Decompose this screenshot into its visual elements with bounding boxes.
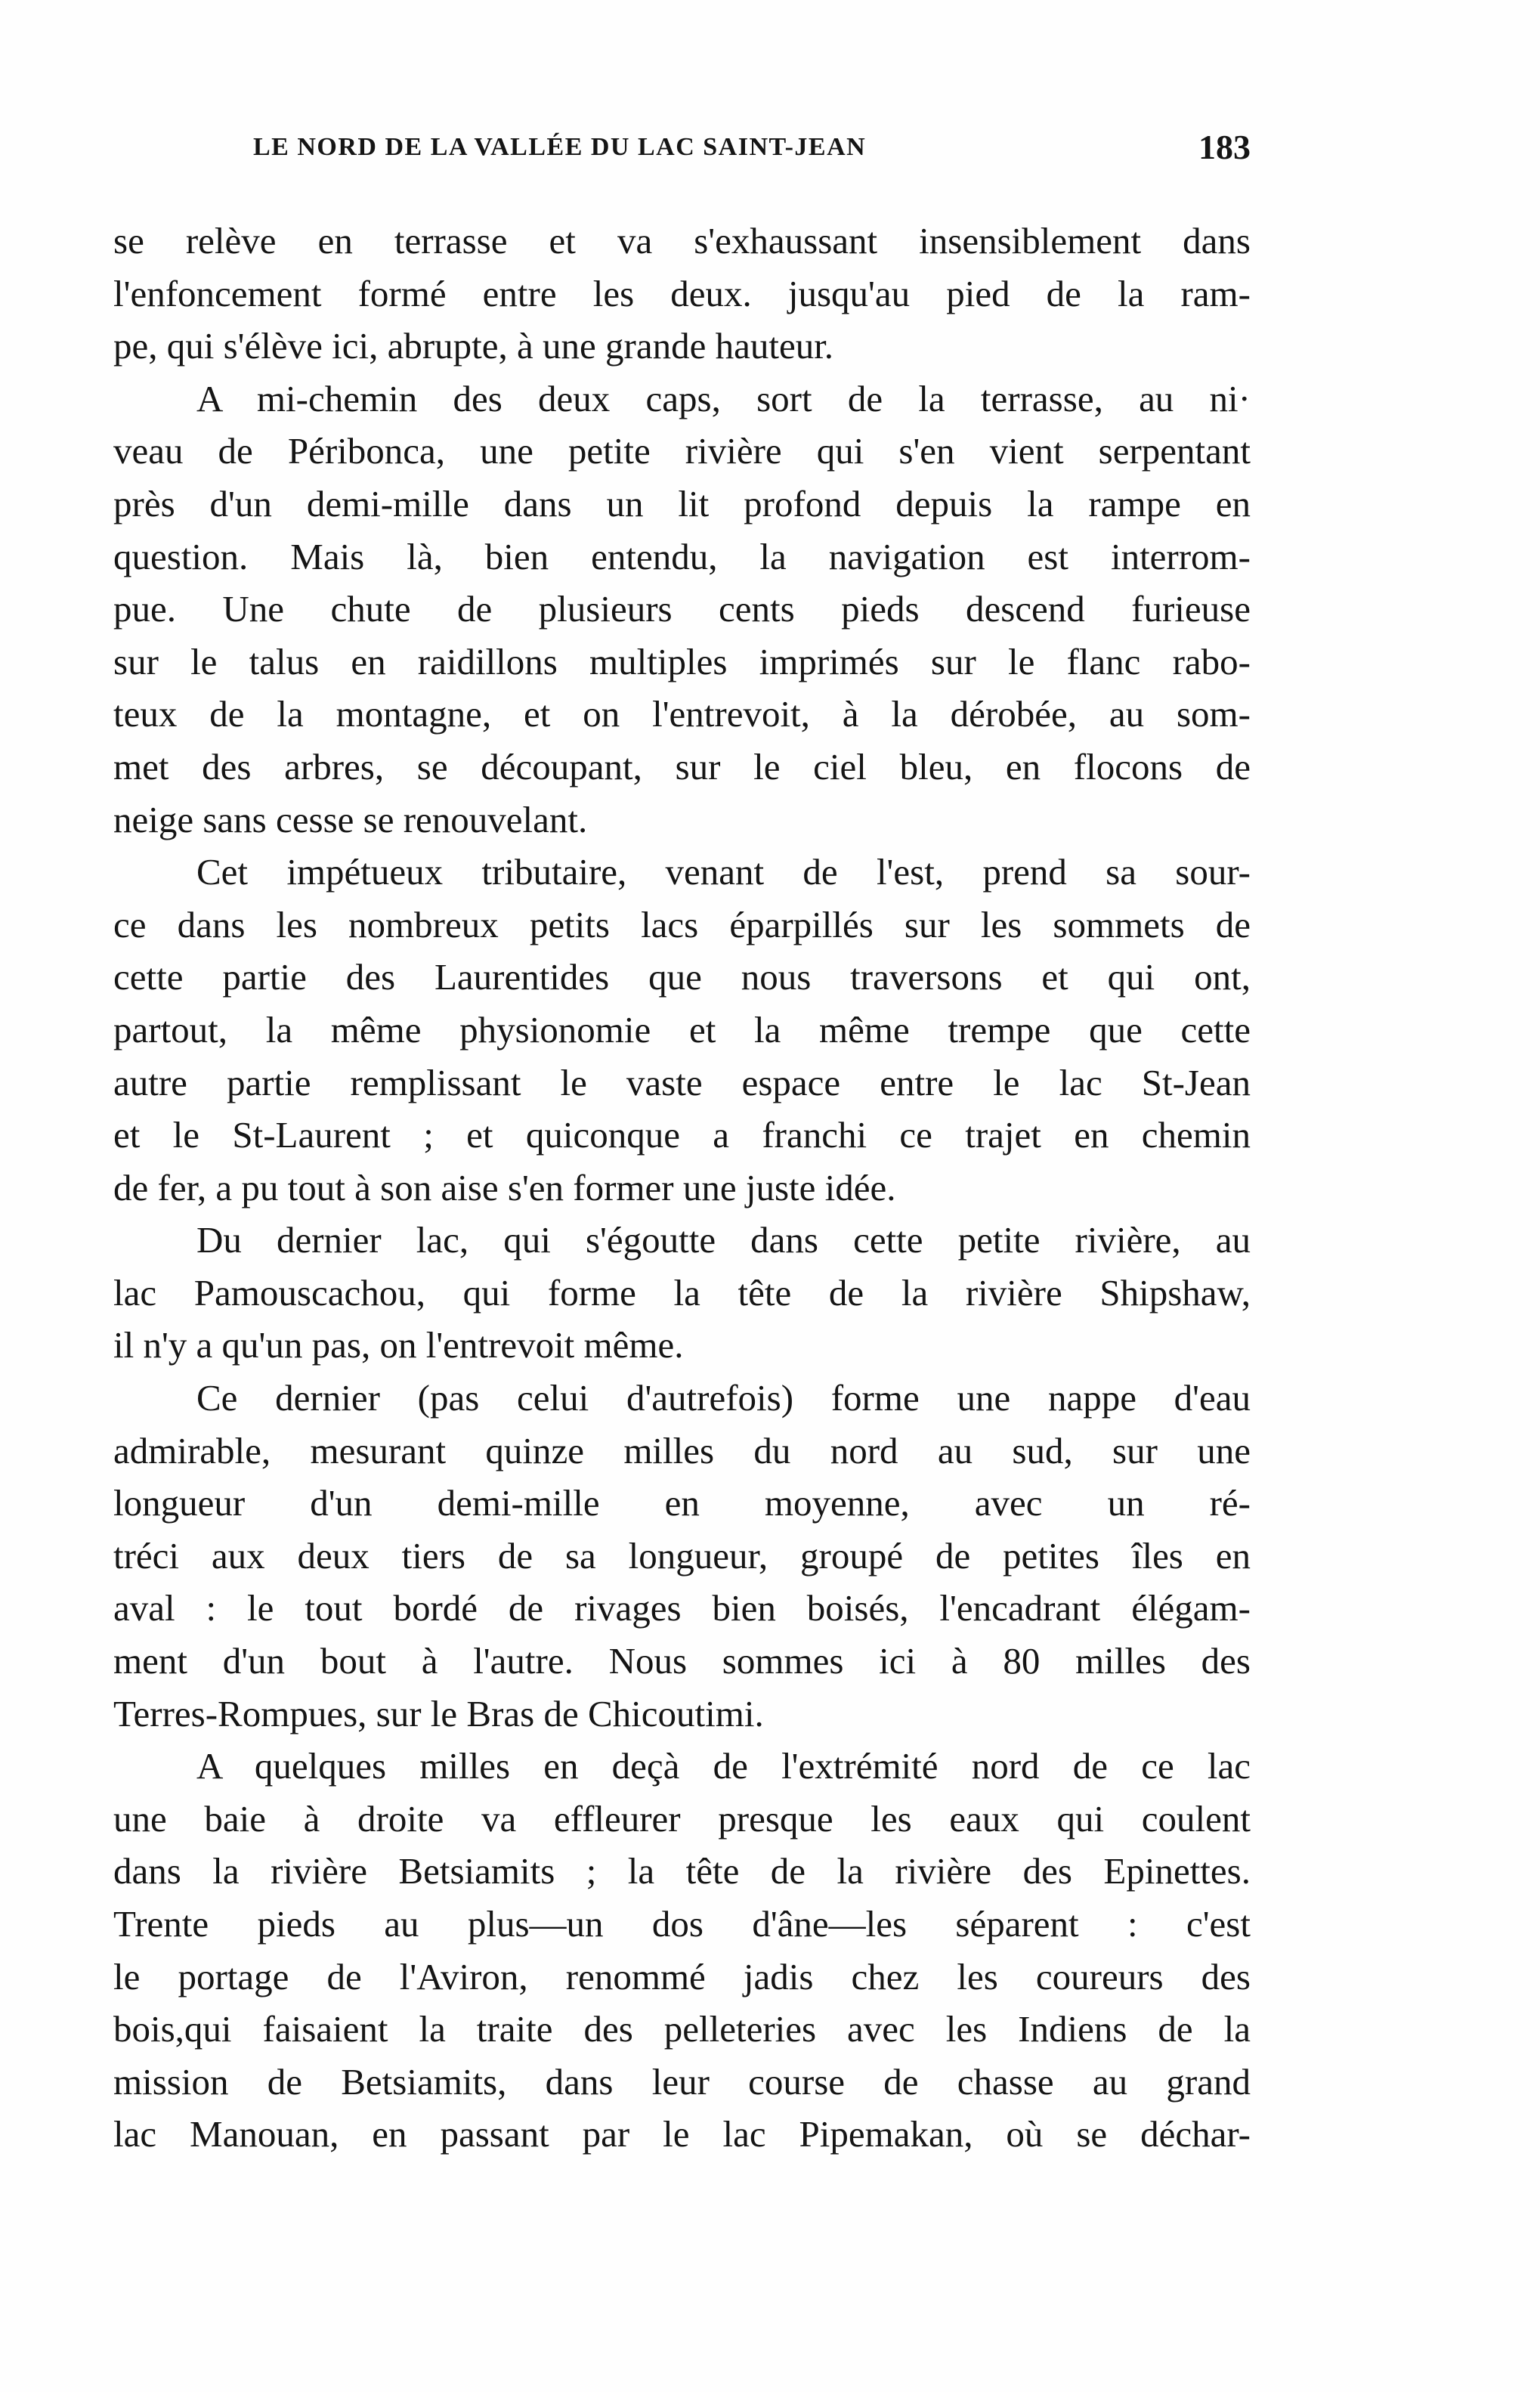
text-line: et le St-Laurent ; et quiconque a franchi ce trajet en chemin: [113, 1114, 1251, 1156]
text-line: tréci aux deux tiers de sa longueur, groupé de petites îles en: [113, 1534, 1251, 1577]
running-title: LE NORD DE LA VALLÉE DU LAC SAINT-JEAN: [253, 133, 867, 161]
text-line: cette partie des Laurentides que nous traversons et qui ont,: [113, 956, 1251, 998]
text-line: partout, la même physionomie et la même trempe que cette: [113, 1008, 1251, 1051]
text-line: longueur d'un demi-mille en moyenne, avec un ré-: [113, 1482, 1251, 1524]
text-line: dans la rivière Betsiamits ; la tête de la rivière des Epinettes.: [113, 1850, 1251, 1892]
paragraph-first-line: A quelques milles en deçà de l'extrémité nord de ce lac: [196, 1745, 1251, 1787]
text-line: veau de Péribonca, une petite rivière qui s'en vient serpentant: [113, 430, 1251, 472]
body-text: [113, 215, 1251, 2161]
text-line: Trente pieds au plus—un dos d'âne—les séparent : c'est: [113, 1903, 1251, 1945]
text-line: le portage de l'Aviron, renommé jadis chez les coureurs des: [113, 1955, 1251, 1997]
text-line: il n'y a qu'un pas, on l'entrevoit même.: [113, 1324, 684, 1366]
running-header: [113, 128, 1251, 178]
text-line: aval : le tout bordé de rivages bien boisés, l'encadrant élégam-: [113, 1587, 1251, 1629]
page-number: 183: [1198, 128, 1251, 166]
text-line: l'enfoncement formé entre les deux. jusqu'au pied de la ram-: [113, 272, 1251, 314]
text-line: pue. Une chute de plusieurs cents pieds descend furieuse: [113, 588, 1251, 630]
text-line: une baie à droite va effleurer presque les eaux qui coulent: [113, 1797, 1251, 1840]
text-line: lac Manouan, en passant par le lac Pipemakan, où se déchar-: [113, 2113, 1251, 2155]
paragraph-first-line: Ce dernier (pas celui d'autrefois) forme une nappe d'eau: [196, 1377, 1251, 1419]
text-line: question. Mais là, bien entendu, la navigation est interrom-: [113, 535, 1251, 577]
text-line: de fer, a pu tout à son aise s'en former une juste idée.: [113, 1166, 896, 1208]
text-line: lac Pamouscachou, qui forme la tête de la rivière Shipshaw,: [113, 1271, 1251, 1314]
text-line: pe, qui s'élève ici, abrupte, à une grande hauteur.: [113, 325, 834, 367]
text-line: ce dans les nombreux petits lacs éparpillés sur les sommets de: [113, 903, 1251, 945]
text-line: sur le talus en raidillons multiples imprimés sur le flanc rabo-: [113, 640, 1251, 682]
text-line: neige sans cesse se renouvelant.: [113, 798, 588, 840]
paragraph-first-line: Cet impétueux tributaire, venant de l'est, prend sa sour-: [196, 851, 1251, 893]
text-line: autre partie remplissant le vaste espace entre le lac St-Jean: [113, 1061, 1251, 1103]
text-line: près d'un demi-mille dans un lit profond depuis la rampe en: [113, 482, 1251, 525]
paragraph-first-line: Du dernier lac, qui s'égoutte dans cette petite rivière, au: [196, 1219, 1251, 1261]
text-line: bois,qui faisaient la traite des pelleteries avec les Indiens de la: [113, 2008, 1251, 2050]
text-line: se relève en terrasse et va s'exhaussant insensiblement dans: [113, 220, 1251, 261]
text-line: met des arbres, se découpant, sur le ciel bleu, en flocons de: [113, 745, 1251, 788]
text-line: admirable, mesurant quinze milles du nord au sud, sur une: [113, 1429, 1251, 1471]
text-line: ment d'un bout à l'autre. Nous sommes ici à 80 milles des: [113, 1640, 1251, 1682]
text-line: Terres-Rompues, sur le Bras de Chicoutimi.: [113, 1692, 764, 1734]
text-line: mission de Betsiamits, dans leur course de chasse au grand: [113, 2060, 1251, 2103]
text-line: teux de la montagne, et on l'entrevoit, à la dérobée, au som-: [113, 693, 1251, 735]
paragraph-first-line: A mi-chemin des deux caps, sort de la terrasse, au ni·: [196, 377, 1251, 419]
